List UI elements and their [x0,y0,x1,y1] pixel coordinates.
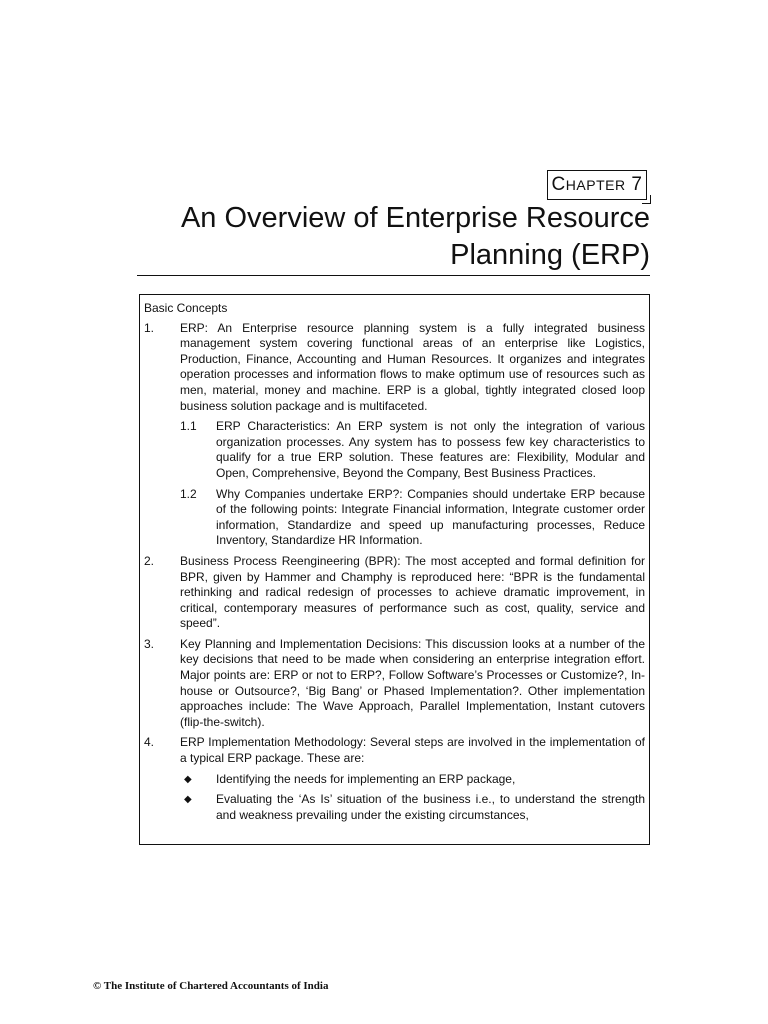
section-heading: Basic Concepts [144,301,228,315]
title-divider [137,275,650,276]
bullet-item [144,772,645,788]
item-text: Key Planning and Implementation Decisions: This discussion looks at a number of the key decisions that need to be made when considering an enterprise integration effort. Major points are: ERP or not to ERP?, Follow Software’s Processes or Customize?, In-house or Outsource?, ‘Big Bang’ or Phased Implementation?. Other implementation approaches include: The Wave Approach, Parallel Implementation, Instant cutovers (flip-the-switch). [180,636,645,729]
item-text: Business Process Reengineering (BPR): The most accepted and formal definition for BPR, given by Hammer and Champhy is reproduced here: “BPR is the fundamental rethinking and radical redesign of processes to achieve dramatic improvement, in critical, contemporary measures of performance such as cost, quality, service and speed”. [180,553,645,631]
diamond-bullet-icon: ◆ [184,773,192,785]
item-number: 4. [144,735,155,750]
bullet-item [144,792,645,823]
sub-list-item [144,419,645,481]
list-item [144,554,645,632]
page-title-line1: An Overview of Enterprise Resource [180,202,650,234]
item-text: ERP Implementation Methodology: Several steps are involved in the implementation of a typical ERP package. These are: [180,735,645,766]
list-item [144,637,645,731]
sub-item-number: 1.2 [180,486,197,501]
item-number: 2. [144,553,155,568]
sub-item-text: ERP Characteristics: An ERP system is not only the integration of various organization processes. Any system has to possess few key characteristics to qualify for a true ERP solution. These features are: Flexibility, Modular and Open, Comprehensive, Beyond the Company, Best Business Practices. [216,419,645,480]
list-item [144,735,645,766]
bullet-text: Evaluating the ‘As Is’ situation of the business i.e., to understand the strength and weakness prevailing under the existing circumstances, [216,792,645,822]
bullet-text: Identifying the needs for implementing an ERP package, [216,771,516,786]
chapter-label-word: HAPTER [565,177,626,193]
sub-item-number: 1.1 [180,419,197,434]
diamond-bullet-icon: ◆ [184,794,192,806]
list-item [144,321,645,415]
basic-concepts-box [139,294,650,845]
item-text: ERP: An Enterprise resource planning system is a fully integrated business management system covering functional areas of an enterprise like Logistics, Production, Finance, Accounting and Human Resources. It organizes and integrates operation processes and information flows to make optimum use of resources such as men, material, money and machine. ERP is a global, tightly integrated closed loop business solution package and is multifaceted. [180,320,645,413]
sub-item-text: Why Companies undertake ERP?: Companies should undertake ERP because of the following points: Integrate Financial information, Integrate customer order information, Standardize and speed up manufacturing processes, Reduce Inventory, Standardize HR Information. [216,486,645,548]
copyright-footer: © The Institute of Chartered Accountants of India [93,980,329,992]
item-number: 1. [144,320,155,335]
chapter-number: 7 [631,174,643,195]
sub-list-item [144,487,645,549]
page-title [130,200,650,274]
page-title-line2: Planning (ERP) [450,239,650,271]
item-number: 3. [144,636,155,651]
chapter-label-initial: C [551,174,566,195]
chapter-label [547,170,647,200]
